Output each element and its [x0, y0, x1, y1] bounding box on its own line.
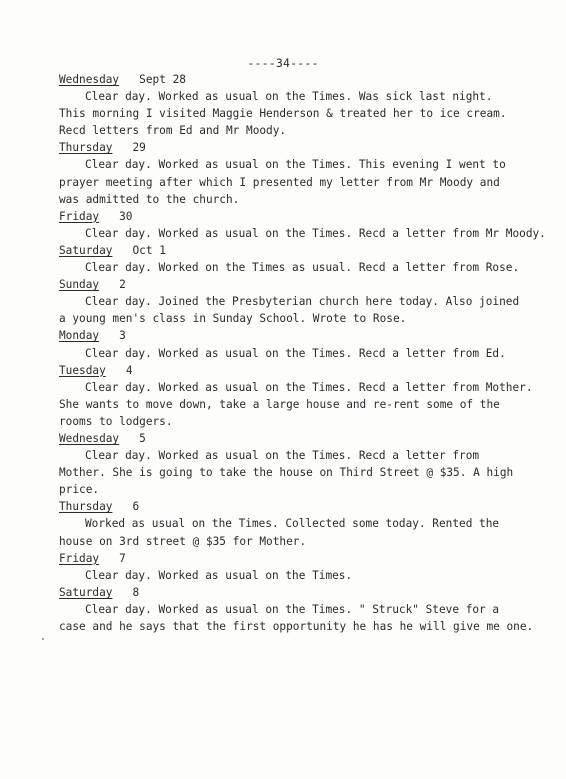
- entry-day: Thursday: [59, 500, 113, 514]
- entry-text-line: Clear day. Worked as usual on the Times. " Struck" Steve for a: [85, 602, 500, 616]
- diary-entry: [59, 550, 529, 584]
- entry-heading: [59, 276, 529, 293]
- entry-heading: [59, 550, 529, 567]
- diary-entry: [59, 584, 534, 635]
- paper-speck: [42, 638, 44, 640]
- diary-entry: [59, 430, 529, 498]
- entry-text-line: a young men's class in Sunday School. Wrote to Rose.: [59, 312, 407, 326]
- entry-text-line: Clear day. Worked as usual on the Times. Was sick last night.: [85, 90, 493, 104]
- diary-entries: [59, 71, 546, 635]
- diary-entry: [59, 71, 529, 139]
- entry-day: Monday: [59, 329, 100, 343]
- entry-text-line: Clear day. Joined the Presbyterian church here today. Also joined: [85, 295, 520, 309]
- entry-heading: [59, 362, 529, 379]
- entry-heading: [59, 430, 529, 447]
- entry-date: 6: [132, 500, 140, 514]
- entry-date: 4: [125, 363, 133, 377]
- entry-date: Sept 28: [139, 73, 186, 86]
- diary-entry: [59, 327, 529, 361]
- entry-date: 30: [119, 209, 133, 223]
- diary-entry: [59, 242, 529, 276]
- entry-heading: [59, 208, 529, 225]
- entry-day: Saturday: [59, 243, 113, 257]
- entry-day: Friday: [59, 551, 100, 565]
- entry-text-line: was admitted to the church.: [59, 192, 240, 206]
- entry-text-line: prayer meeting after which I presented my letter from Mr Moody and: [59, 175, 500, 189]
- entry-day: Sunday: [59, 278, 100, 292]
- entry-day: Wednesday: [59, 431, 120, 445]
- entry-date: Oct 1: [132, 243, 166, 257]
- entry-text-line: This morning I visited Maggie Henderson & treated her to ice cream.: [59, 107, 507, 121]
- entry-date: 8: [132, 585, 140, 599]
- entry-date: 2: [119, 278, 126, 292]
- entry-text-line: case and he says that the first opportunity he has he will give me one.: [59, 620, 534, 633]
- entry-text-line: house on 3rd street @ $35 for Mother.: [59, 534, 307, 548]
- entry-date: 3: [119, 329, 126, 343]
- entry-text-line: She wants to move down, take a large house and re-rent some of the: [59, 397, 500, 411]
- entry-text-line: Worked as usual on the Times. Collected some today. Rented the: [85, 517, 500, 531]
- entry-heading: [59, 327, 529, 344]
- entry-heading: [59, 584, 529, 601]
- entry-text-line: Clear day. Worked as usual on the Times. This evening I went to: [85, 158, 506, 172]
- entry-text-line: rooms to lodgers.: [59, 414, 173, 428]
- entry-text-line: Clear day. Worked as usual on the Times. Recd a letter from Mr Moody.: [85, 226, 546, 240]
- entry-day: Saturday: [59, 585, 113, 599]
- entry-heading: [59, 498, 529, 515]
- entry-day: Tuesday: [59, 363, 106, 377]
- entry-date: 29: [132, 141, 146, 155]
- entry-text-line: price.: [59, 483, 100, 497]
- entry-text-line: Clear day. Worked as usual on the Times. Recd a letter from: [85, 449, 480, 463]
- entry-text-line: Mother. She is going to take the house on Third Street @ $35. A high: [59, 466, 514, 480]
- entry-date: 5: [139, 431, 146, 445]
- entry-heading: [59, 71, 529, 88]
- entry-day: Wednesday: [59, 73, 120, 86]
- entry-text-line: Recd letters from Ed and Mr Moody.: [59, 124, 287, 138]
- diary-entry: [59, 208, 546, 242]
- entry-date: 7: [119, 551, 126, 565]
- entry-heading: [59, 242, 529, 259]
- diary-entry: [59, 498, 529, 549]
- diary-entry: [59, 362, 533, 430]
- diary-entry: [59, 139, 529, 207]
- entry-text-line: Clear day. Worked as usual on the Times. Recd a letter from Mother.: [85, 380, 533, 394]
- entry-text-line: Clear day. Worked as usual on the Times. Recd a letter from Ed.: [85, 346, 506, 360]
- entry-day: Friday: [59, 209, 100, 223]
- entry-text-line: Clear day. Worked on the Times as usual. Recd a letter from Rose.: [85, 261, 520, 275]
- entry-day: Thursday: [59, 141, 113, 155]
- entry-text-line: Clear day. Worked as usual on the Times.: [85, 568, 353, 582]
- page-number: ----34----: [247, 56, 319, 70]
- diary-entry: [59, 276, 529, 327]
- entry-heading: [59, 139, 529, 156]
